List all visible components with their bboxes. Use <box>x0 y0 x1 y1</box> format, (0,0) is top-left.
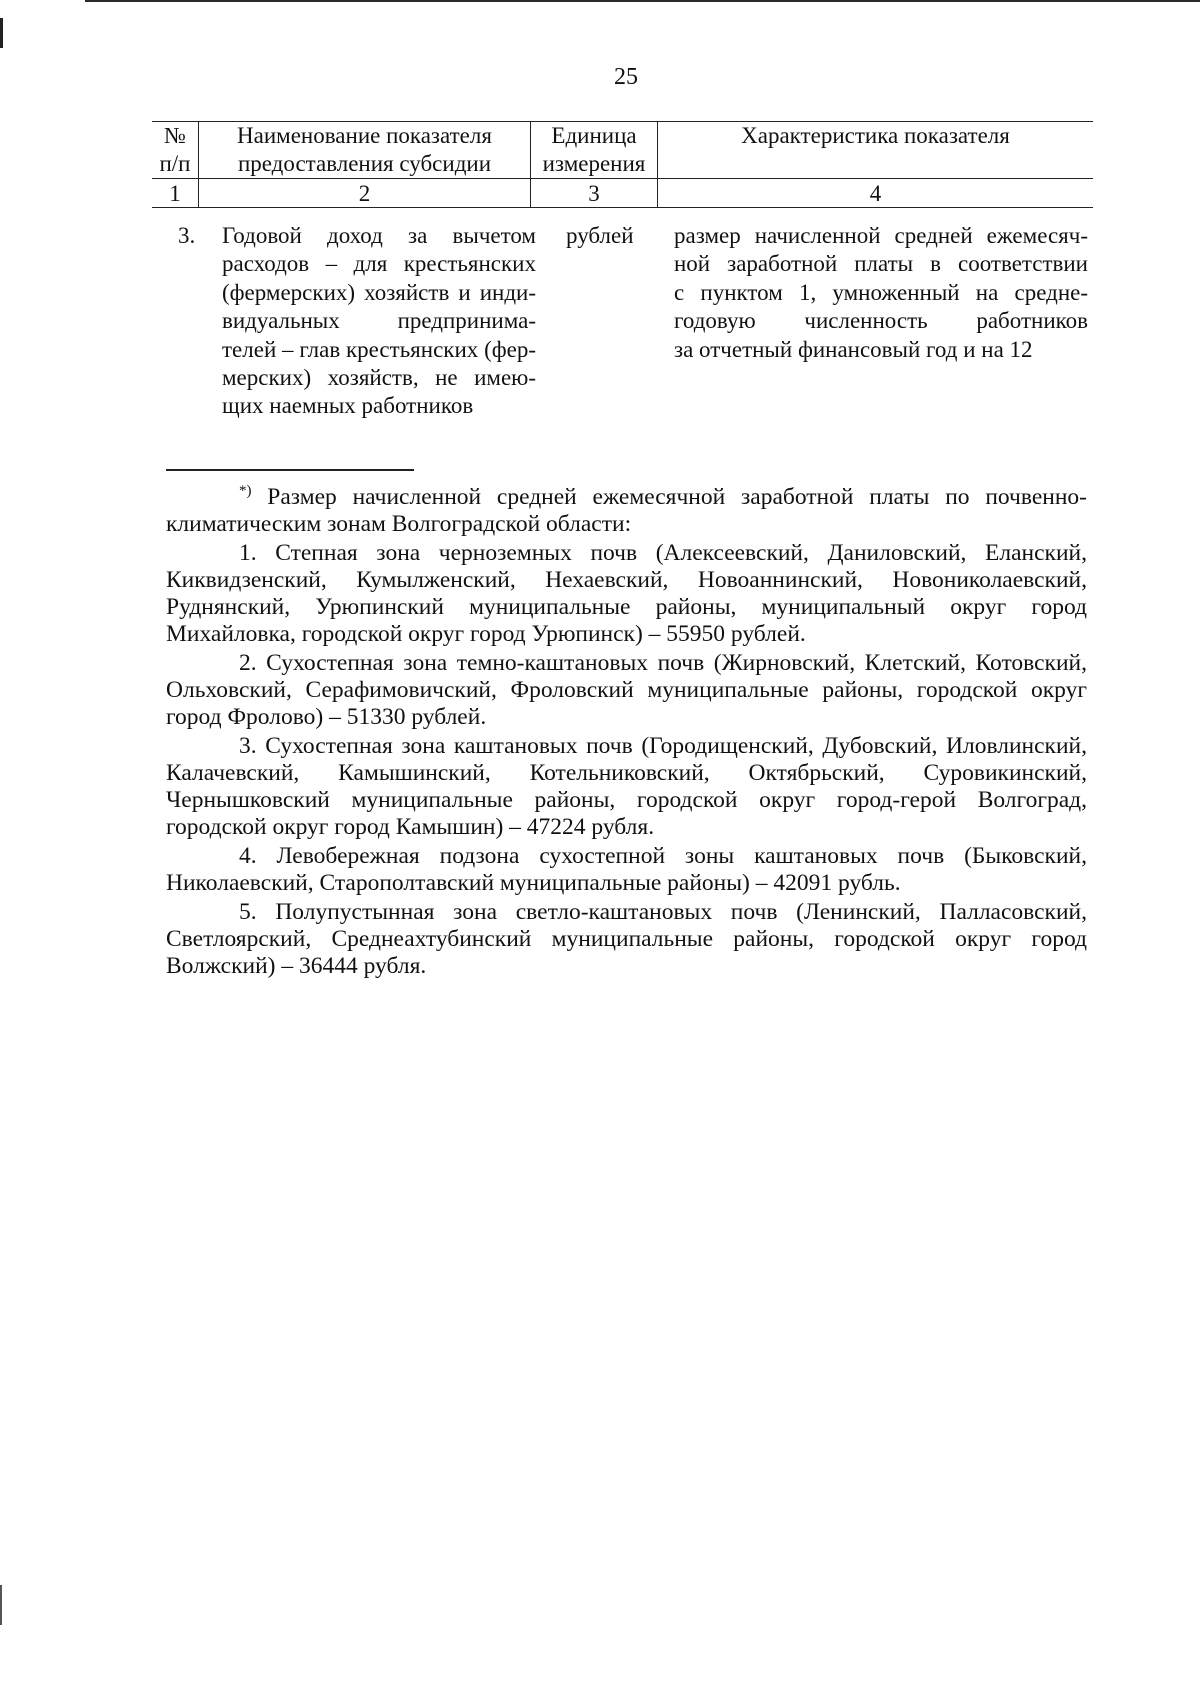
row-name-line: (фермерских) хозяйств и инди- <box>222 279 536 305</box>
row-characteristic <box>674 222 1088 364</box>
row-name-line: щих наемных работников <box>222 393 474 419</box>
footnote-item-2: 2. Сухостепная зона темно-каштановых почв (Жирновский, Клетский, Котовский, Ольховский, Серафимовичский, Фроловский муниципальные районы, городской округ город Фролово) – 51330 рублей. <box>166 650 1087 730</box>
row-name-line: Годовой доход за вычетом <box>222 223 536 248</box>
indicator-table-header <box>152 121 1093 208</box>
footnote-separator <box>166 469 414 471</box>
footnote-item-1: 1. Степная зона черноземных почв (Алексеевский, Даниловский, Еланский, Киквидзенский, Кумылженский, Нехаевский, Новоаннинский, Новониколаевский, Руднянский, Урюпинский муниципальные районы, муниципальный округ город Михайловка, городской округ город Урюпинск) – 55950 рублей. <box>166 540 1087 647</box>
column-number-3: 3 <box>531 179 658 208</box>
row-number: 3. <box>178 223 196 248</box>
column-number-4: 4 <box>658 179 1094 208</box>
row-characteristic-line: за отчетный финансовый год и на 12 <box>674 336 1033 362</box>
row-name-line: видуальных предпринима- <box>222 308 536 334</box>
row-name-line: телей – глав крестьянских (фер- <box>222 336 536 362</box>
footnote-marker: *) <box>239 483 252 499</box>
row-characteristic-line: ной заработной платы в соответствии <box>674 251 1088 277</box>
row-characteristic-line: с пунктом 1, умноженный на средне- <box>674 279 1088 305</box>
header-cell-unit: Единица измерения <box>531 122 658 179</box>
footnote-item-4: 4. Левобережная подзона сухостепной зоны каштановых почв (Быковский, Николаевский, Старополтавский муниципальные районы) – 42091 рубль. <box>166 843 1087 896</box>
footnote-item-3: 3. Сухостепная зона каштановых почв (Городищенский, Дубовский, Иловлинский, Калачевский, Камышинский, Котельниковский, Октябрьский, Суровикинский, Чернышковский муниципальные районы, городской округ город-герой Волгоград, городской округ город Камышин) – 47224 рубля. <box>166 733 1087 840</box>
row-unit: рублей <box>566 223 634 248</box>
page-number: 25 <box>614 64 638 90</box>
row-indicator-name <box>222 222 536 421</box>
header-cell-characteristic: Характеристика показателя <box>658 122 1094 179</box>
scan-mark-left <box>0 18 3 48</box>
row-characteristic-line: годовую численность работников <box>674 308 1088 334</box>
row-name-line: расходов – для крестьянских <box>222 251 536 277</box>
row-characteristic-line: размер начисленной средней ежемесяч- <box>674 223 1088 248</box>
footnote-intro: *) Размер начисленной средней ежемесячной заработной платы по почвенно-климатическим зонам Волгоградской области: <box>166 483 1087 537</box>
column-number-1: 1 <box>152 179 199 208</box>
scan-mark-left-lower <box>0 1585 2 1625</box>
column-number-2: 2 <box>199 179 531 208</box>
scan-edge-top <box>85 0 1200 2</box>
header-cell-name: Наименование показателя предоставления субсидии <box>199 122 531 179</box>
header-cell-number: № п/п <box>152 122 199 179</box>
footnote <box>166 478 1087 982</box>
footnote-item-5: 5. Полупустынная зона светло-каштановых почв (Ленинский, Палласовский, Светлоярский, Среднеахтубинский муниципальные районы, городской округ город Волжский) – 36444 рубля. <box>166 899 1087 979</box>
row-name-line: мерских) хозяйств, не имею- <box>222 365 536 391</box>
